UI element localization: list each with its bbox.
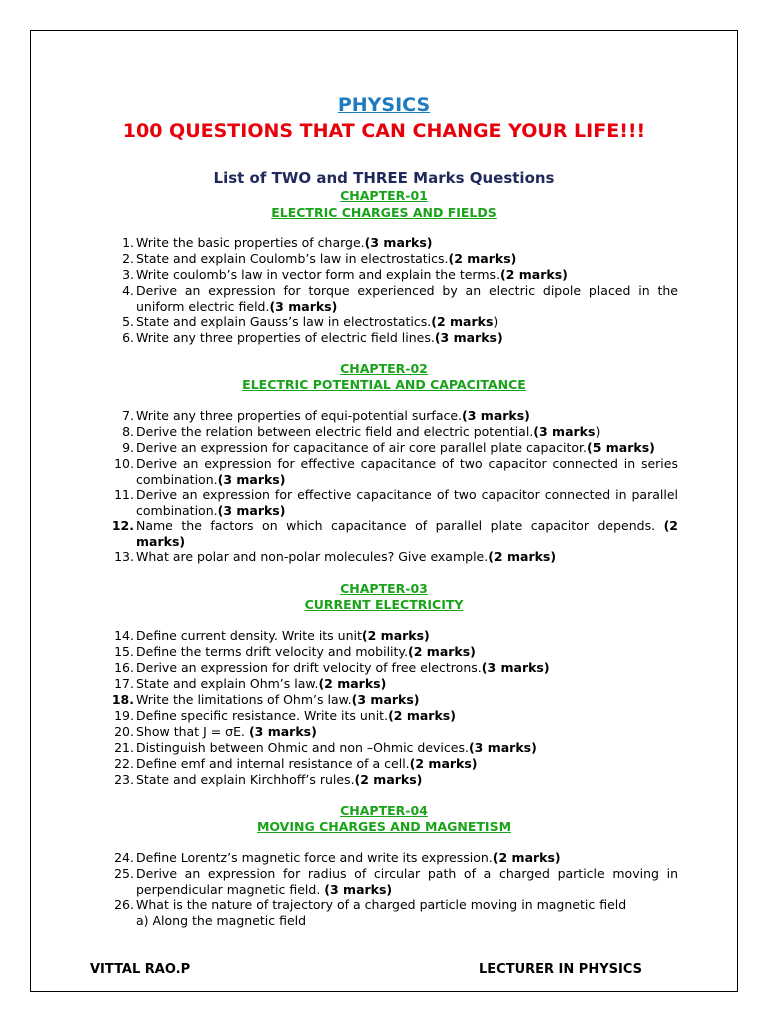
question-item: 2. State and explain Coulomb’s law in electrostatics.(2 marks) <box>122 251 517 266</box>
formula-j-sigma-e: J = σE. <box>203 724 245 739</box>
question-item: 11. Derive an expression for effective capacitance of two capacitor connected in parallel combination.(3 marks) <box>114 487 678 518</box>
question-item: 22. Define emf and internal resistance of a cell.(2 marks) <box>114 756 478 771</box>
chapter-label: CHAPTER-01 <box>340 188 428 203</box>
tagline: 100 QUESTIONS THAT CAN CHANGE YOUR LIFE!!! <box>122 120 646 142</box>
sub-item: a) Along the magnetic field <box>136 913 307 928</box>
chapter-label: CHAPTER-02 <box>340 361 428 376</box>
question-item: 24. Define Lorentz’s magnetic force and write its expression.(2 marks) <box>114 850 561 865</box>
question-item: 15. Define the terms drift velocity and mobility.(2 marks) <box>114 644 476 659</box>
chapter-title: ELECTRIC CHARGES AND FIELDS <box>271 205 497 220</box>
question-item: 20. Show that J = σE. (3 marks) <box>114 724 317 739</box>
question-item: 5. State and explain Gauss’s law in electrostatics.(2 marks) <box>122 314 499 329</box>
question-item: 13. What are polar and non-polar molecules? Give example.(2 marks) <box>114 549 557 564</box>
chapter-title: MOVING CHARGES AND MAGNETISM <box>256 819 512 834</box>
footer-author: VITTAL RAO.P <box>90 962 191 977</box>
chapter-label: CHAPTER-04 <box>340 803 428 818</box>
question-item: 6. Write any three properties of electric field lines.(3 marks) <box>122 330 503 345</box>
question-item: 3. Write coulomb’s law in vector form and explain the terms.(2 marks) <box>122 267 568 282</box>
question-item: 18. Write the limitations of Ohm’s law.(3 marks) <box>111 692 420 707</box>
list-title: List of TWO and THREE Marks Questions <box>213 169 555 187</box>
question-item: 17. State and explain Ohm’s law.(2 marks) <box>114 676 387 691</box>
question-item: 16. Derive an expression for drift velocity of free electrons.(3 marks) <box>114 660 550 675</box>
footer-designation: LECTURER IN PHYSICS <box>479 962 642 977</box>
question-item: 7. Write any three properties of equi-potential surface.(3 marks) <box>122 408 530 423</box>
chapter-label: CHAPTER-03 <box>340 581 428 596</box>
chapter-title: ELECTRIC POTENTIAL AND CAPACITANCE <box>242 377 526 392</box>
question-item: 8. Derive the relation between electric field and electric potential.(3 marks) <box>122 424 601 439</box>
question-item: 10. Derive an expression for effective capacitance of two capacitor connected in series combination.(3 marks) <box>114 456 678 487</box>
question-item: 21. Distinguish between Ohmic and non –Ohmic devices.(3 marks) <box>114 740 537 755</box>
question-item: 9. Derive an expression for capacitance of air core parallel plate capacitor.(5 marks) <box>122 440 655 455</box>
question-item: 25. Derive an expression for radius of circular path of a charged particle moving in perpendicular magnetic field. (3 marks) <box>114 866 678 897</box>
question-item: 14. Define current density. Write its unit(2 marks) <box>114 628 430 643</box>
question-item: 4. Derive an expression for torque experienced by an electric dipole placed in the uniform electric field.(3 marks) <box>122 283 678 314</box>
subject-title: PHYSICS <box>337 94 431 116</box>
question-item: 23. State and explain Kirchhoff’s rules.(2 marks) <box>114 772 423 787</box>
question-item: 1. Write the basic properties of charge.(3 marks) <box>122 235 433 250</box>
question-item: 12. Name the factors on which capacitance of parallel plate capacitor depends. (2 marks) <box>111 518 678 549</box>
chapter-title: CURRENT ELECTRICITY <box>304 597 464 612</box>
question-item: 26. What is the nature of trajectory of a charged particle moving in magnetic field <box>114 897 627 912</box>
question-item: 19. Define specific resistance. Write its unit.(2 marks) <box>114 708 456 723</box>
